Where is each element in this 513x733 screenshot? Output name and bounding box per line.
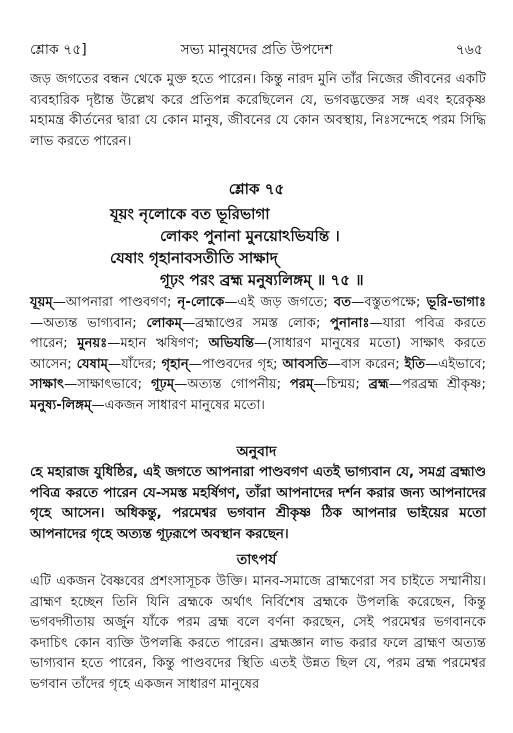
- verse-line: গূঢ়ং পরং ব্রহ্ম মনুষ্যলিঙ্গম্ ॥ ৭৫ ॥: [160, 271, 364, 289]
- synonym-meaning: —বাস করেন;: [327, 356, 405, 372]
- synonym-word: গূঢ়ম্: [151, 377, 175, 392]
- translation-heading: অনুবাদ: [236, 444, 277, 460]
- verse-line: লোকং পুনানা মুনয়োঽভিযন্তি ।: [160, 227, 340, 245]
- verse-title: শ্লোক ৭৫: [228, 180, 285, 198]
- verse-text: [0, 203, 513, 291]
- header-chapter-title: সভ্য মানুষদের প্রতি উপদেশ: [180, 42, 333, 58]
- verse-line: যূয়ং নৃলোকে বত ভূরিভাগা: [110, 205, 270, 223]
- synonym-meaning: —অত্যন্ত গোপনীয়;: [174, 377, 290, 392]
- synonym-meaning: —চিন্ময়;: [313, 377, 369, 392]
- synonym-word: বত: [333, 295, 352, 310]
- synonym-meaning: —একজন সাধারণ মানুষের মতো।: [91, 397, 266, 413]
- synonym-word: নৃ-লোকে: [177, 295, 225, 310]
- header-verse-ref: শ্লোক ৭৫]: [30, 42, 87, 58]
- translation-text: হে মহারাজ যুধিষ্ঠির, এই জগতে আপনারা পাণ্ডবগণ এতই ভাগ্যবান যে, সমগ্র ব্রহ্মাণ্ড পবিত্র করতে পারেন যে-সমস্ত মহর্ষিগণ, তাঁরা আপনাদের দর্শন করার জন্য আপনাদের গৃহে আসেন। অধিকন্তু, পরমেশ্বর ভগবান শ্রীকৃষ্ণ ঠিক আপনার ভাইয়ের মতো আপনাদের গৃহে অত্যন্ত গূঢ়রূপে অবস্থান করছেন।: [30, 465, 486, 542]
- synonym-meaning: —সাক্ষাৎভাবে;: [64, 377, 151, 392]
- synonym-word: মুনয়ঃ: [77, 336, 108, 351]
- synonym-meaning: —বস্তুতপক্ষে;: [351, 295, 427, 310]
- synonym-meaning: —(সাধারণ মানুষের মতো) সাক্ষাৎ করতে আসেন;: [30, 336, 486, 372]
- synonym-meaning: —ব্রহ্মাণ্ডের সমস্ত লোক;: [181, 315, 331, 331]
- synonym-meaning: —যাঁদের;: [108, 356, 162, 372]
- synonym-meaning: —মহান ঋষিগণ;: [107, 336, 209, 351]
- synonym-word: গৃহান্: [161, 356, 189, 372]
- synonym-word: অভিযন্তি: [208, 336, 255, 351]
- synonym-meaning: —পাণ্ডবদের গৃহ;: [188, 356, 283, 372]
- synonym-word: পরম্: [289, 377, 314, 392]
- page-number: ৭৬৫: [455, 42, 483, 58]
- purport-heading: তাৎপর্য: [236, 552, 277, 568]
- synonym-meaning: —আপনারা পাণ্ডবগণ;: [52, 295, 178, 310]
- synonym-word: ইতি: [404, 356, 426, 372]
- synonym-meaning: —যারা পবিত্র করতে পারেন;: [30, 315, 487, 351]
- synonym-word: যূয়ম্: [30, 295, 53, 310]
- page-header: [30, 38, 483, 58]
- synonym-word: মনুষ্য-লিঙ্গম্: [30, 397, 92, 413]
- synonym-word: যেষাম্: [76, 356, 108, 372]
- synonym-meaning: —অত্যন্ত ভাগ্যবান;: [30, 315, 147, 331]
- synonym-word: পুনানাঃ: [330, 315, 370, 331]
- verse-line: যেষাং গৃহানাবসতীতি সাক্ষাদ্: [110, 249, 278, 267]
- synonyms-paragraph: [30, 293, 486, 416]
- synonym-word: ব্রহ্ম: [368, 377, 389, 392]
- synonym-meaning: —এইভাবে;: [425, 356, 486, 372]
- synonym-word: লোকম্: [146, 315, 182, 331]
- synonym-word: আবসতি: [282, 356, 328, 372]
- synonym-meaning: —পরব্রহ্ম শ্রীকৃষ্ণ;: [388, 377, 486, 392]
- synonym-word: সাক্ষাৎ: [30, 377, 65, 392]
- synonym-meaning: —এই জড় জগতে;: [224, 295, 334, 310]
- intro-paragraph: জড় জগতের বন্ধন থেকে মুক্ত হতে পারেন। কিন্তু নারদ মুনি তাঁর নিজের জীবনের একটি ব্যবহারিক দৃষ্টান্ত উল্লেখ করে প্রতিপন্ন করেছিলেন যে, ভগবদ্ভক্তের সঙ্গ এবং হরেকৃষ্ণ মহামন্ত্র কীর্তনের দ্বারা যে কোন মানুষ, জীবনের যে কোন অবস্থায়, নিঃসন্দেহে পরম সিদ্ধি লাভ করতে পারেন।: [30, 72, 486, 149]
- purport-text: এটি একজন বৈষ্ণবের প্রশংসাসূচক উক্তি। মানব-সমাজে ব্রাহ্মণেরা সব চাইতে সম্মানীয়। ব্রাহ্মণ হচ্ছেন তিনি যিনি ব্রহ্মকে অর্থাৎ নির্বিশেষ ব্রহ্মকে উপলব্ধি করেছেন, কিন্তু ভগবদ্গীতায় অর্জুন যাঁকে পরম ব্রহ্ম বলে বর্ণনা করছেন, সেই পরমেশ্বর ভগবানকে কদাচিৎ কোন ব্যক্তি উপলব্ধি করতে পারেন। ব্রহ্মজ্ঞান লাভ করার ফলে ব্রাহ্মণ অত্যন্ত ভাগ্যবান হতে পারেন, কিন্তু পাণ্ডবদের স্থিতি এতই উন্নত ছিল যে, পরম ব্রহ্ম পরমেশ্বর ভগবান তাঁদের গৃহে একজন সাধারণ মানুষের: [30, 574, 486, 692]
- synonym-word: ভূরি-ভাগাঃ: [426, 295, 486, 310]
